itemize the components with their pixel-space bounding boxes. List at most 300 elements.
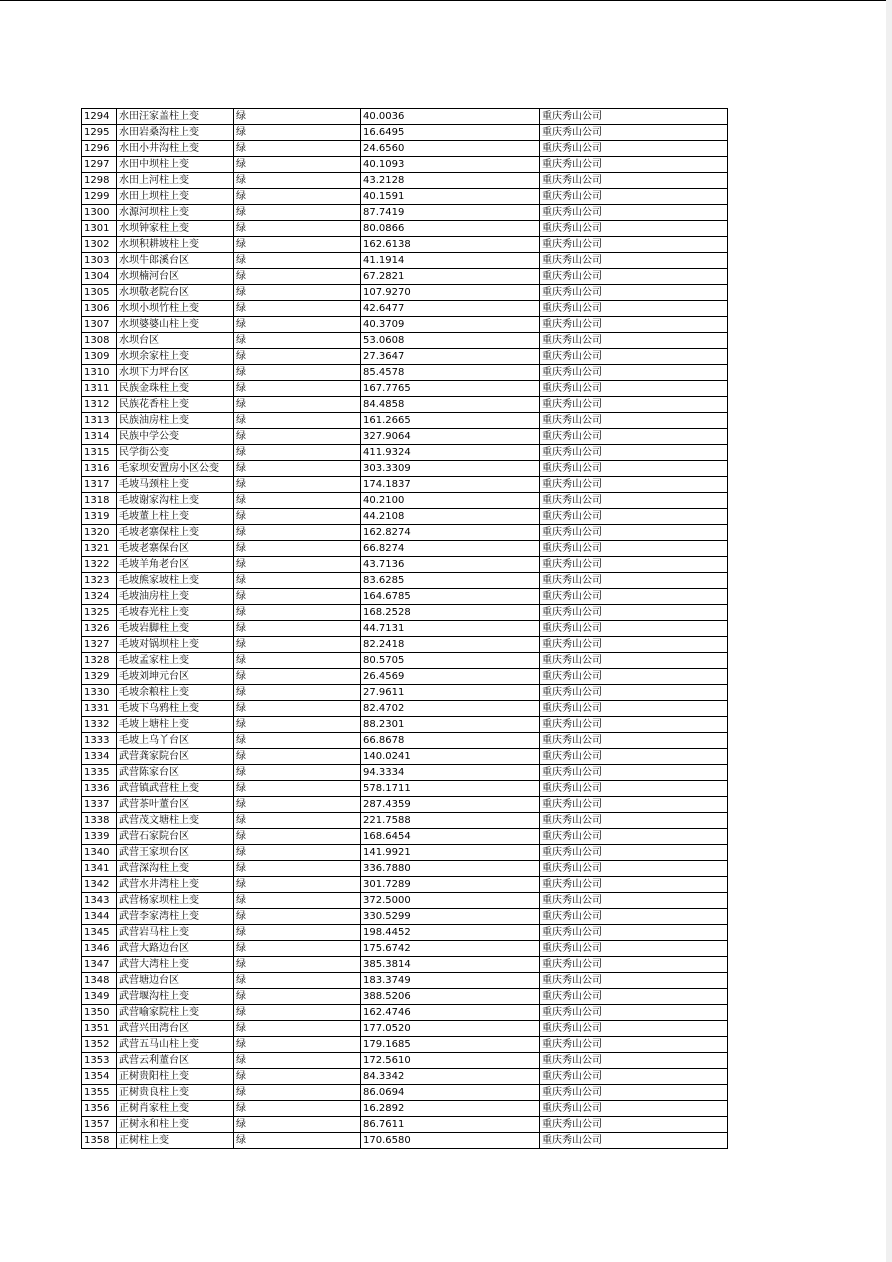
- cell-id: 1321: [82, 541, 117, 557]
- cell-company: 重庆秀山公司: [540, 669, 728, 685]
- cell-company: 重庆秀山公司: [540, 829, 728, 845]
- cell-status-color: 绿: [234, 141, 361, 157]
- cell-id: 1319: [82, 509, 117, 525]
- cell-id: 1351: [82, 1021, 117, 1037]
- cell-status-color: 绿: [234, 189, 361, 205]
- cell-status-color: 绿: [234, 541, 361, 557]
- cell-value: 164.6785: [361, 589, 540, 605]
- cell-value: 24.6560: [361, 141, 540, 157]
- cell-value: 40.0036: [361, 109, 540, 125]
- cell-id: 1314: [82, 429, 117, 445]
- cell-status-color: 绿: [234, 253, 361, 269]
- cell-value: 578.1711: [361, 781, 540, 797]
- cell-status-color: 绿: [234, 157, 361, 173]
- cell-company: 重庆秀山公司: [540, 653, 728, 669]
- cell-station-name: 毛坡刘坤元台区: [117, 669, 234, 685]
- cell-value: 43.7136: [361, 557, 540, 573]
- cell-id: 1358: [82, 1133, 117, 1149]
- cell-id: 1331: [82, 701, 117, 717]
- cell-station-name: 武营大湾柱上变: [117, 957, 234, 973]
- cell-station-name: 毛坡上塘柱上变: [117, 717, 234, 733]
- cell-value: 44.2108: [361, 509, 540, 525]
- cell-status-color: 绿: [234, 125, 361, 141]
- cell-company: 重庆秀山公司: [540, 509, 728, 525]
- cell-company: 重庆秀山公司: [540, 861, 728, 877]
- table-row: [82, 461, 728, 477]
- cell-station-name: 武营大路边台区: [117, 941, 234, 957]
- cell-station-name: 毛坡羊角老台区: [117, 557, 234, 573]
- cell-status-color: 绿: [234, 557, 361, 573]
- cell-status-color: 绿: [234, 525, 361, 541]
- cell-station-name: 武营陈家台区: [117, 765, 234, 781]
- table-row: [82, 717, 728, 733]
- table-row: [82, 733, 728, 749]
- cell-id: 1355: [82, 1085, 117, 1101]
- cell-value: 301.7289: [361, 877, 540, 893]
- cell-station-name: 武营塘边台区: [117, 973, 234, 989]
- cell-station-name: 毛坡董上柱上变: [117, 509, 234, 525]
- cell-id: 1315: [82, 445, 117, 461]
- cell-station-name: 正树贵阳柱上变: [117, 1069, 234, 1085]
- cell-company: 重庆秀山公司: [540, 285, 728, 301]
- cell-id: 1354: [82, 1069, 117, 1085]
- cell-company: 重庆秀山公司: [540, 797, 728, 813]
- cell-status-color: 绿: [234, 733, 361, 749]
- cell-company: 重庆秀山公司: [540, 989, 728, 1005]
- cell-station-name: 毛坡油房柱上变: [117, 589, 234, 605]
- table-row: [82, 269, 728, 285]
- cell-company: 重庆秀山公司: [540, 461, 728, 477]
- table-row: [82, 141, 728, 157]
- cell-company: 重庆秀山公司: [540, 477, 728, 493]
- table-row: [82, 893, 728, 909]
- table-row: [82, 221, 728, 237]
- cell-company: 重庆秀山公司: [540, 109, 728, 125]
- cell-status-color: 绿: [234, 1053, 361, 1069]
- cell-status-color: 绿: [234, 1117, 361, 1133]
- cell-station-name: 武营云利董台区: [117, 1053, 234, 1069]
- cell-company: 重庆秀山公司: [540, 781, 728, 797]
- cell-id: 1302: [82, 237, 117, 253]
- cell-id: 1312: [82, 397, 117, 413]
- cell-value: 43.2128: [361, 173, 540, 189]
- cell-id: 1317: [82, 477, 117, 493]
- cell-value: 44.7131: [361, 621, 540, 637]
- cell-company: 重庆秀山公司: [540, 189, 728, 205]
- cell-value: 41.1914: [361, 253, 540, 269]
- table-row: [82, 541, 728, 557]
- cell-station-name: 正树贵良柱上变: [117, 1085, 234, 1101]
- cell-station-name: 水田岩桑沟柱上变: [117, 125, 234, 141]
- cell-company: 重庆秀山公司: [540, 557, 728, 573]
- cell-company: 重庆秀山公司: [540, 141, 728, 157]
- cell-status-color: 绿: [234, 221, 361, 237]
- cell-value: 336.7880: [361, 861, 540, 877]
- cell-value: 388.5206: [361, 989, 540, 1005]
- table-row: [82, 493, 728, 509]
- cell-value: 82.4702: [361, 701, 540, 717]
- cell-value: 170.6580: [361, 1133, 540, 1149]
- cell-company: 重庆秀山公司: [540, 621, 728, 637]
- cell-id: 1301: [82, 221, 117, 237]
- cell-value: 82.2418: [361, 637, 540, 653]
- cell-company: 重庆秀山公司: [540, 221, 728, 237]
- cell-id: 1339: [82, 829, 117, 845]
- cell-company: 重庆秀山公司: [540, 973, 728, 989]
- table-row: [82, 573, 728, 589]
- cell-station-name: 武营茶叶董台区: [117, 797, 234, 813]
- cell-id: 1299: [82, 189, 117, 205]
- table-row: [82, 669, 728, 685]
- cell-status-color: 绿: [234, 829, 361, 845]
- cell-id: 1347: [82, 957, 117, 973]
- cell-value: 80.0866: [361, 221, 540, 237]
- cell-station-name: 毛坡下乌鸦柱上变: [117, 701, 234, 717]
- table-row: [82, 237, 728, 253]
- cell-company: 重庆秀山公司: [540, 1133, 728, 1149]
- cell-value: 80.5705: [361, 653, 540, 669]
- cell-id: 1323: [82, 573, 117, 589]
- cell-value: 84.4858: [361, 397, 540, 413]
- table-row: [82, 861, 728, 877]
- cell-company: 重庆秀山公司: [540, 333, 728, 349]
- cell-status-color: 绿: [234, 973, 361, 989]
- cell-company: 重庆秀山公司: [540, 237, 728, 253]
- cell-station-name: 毛坡老寨保柱上变: [117, 525, 234, 541]
- cell-company: 重庆秀山公司: [540, 493, 728, 509]
- cell-status-color: 绿: [234, 237, 361, 253]
- cell-status-color: 绿: [234, 957, 361, 973]
- cell-id: 1356: [82, 1101, 117, 1117]
- cell-station-name: 水田中坝柱上变: [117, 157, 234, 173]
- cell-value: 174.1837: [361, 477, 540, 493]
- cell-station-name: 武营堰沟柱上变: [117, 989, 234, 1005]
- cell-company: 重庆秀山公司: [540, 125, 728, 141]
- cell-value: 40.3709: [361, 317, 540, 333]
- cell-station-name: 民族中学公变: [117, 429, 234, 445]
- table-row: [82, 1133, 728, 1149]
- cell-id: 1345: [82, 925, 117, 941]
- table-row: [82, 1085, 728, 1101]
- cell-station-name: 毛坡老寨保台区: [117, 541, 234, 557]
- cell-value: 42.6477: [361, 301, 540, 317]
- table-row: [82, 1069, 728, 1085]
- cell-id: 1343: [82, 893, 117, 909]
- cell-station-name: 武营喻家院柱上变: [117, 1005, 234, 1021]
- cell-value: 183.3749: [361, 973, 540, 989]
- cell-id: 1318: [82, 493, 117, 509]
- table-row: [82, 413, 728, 429]
- cell-station-name: 武营王家坝台区: [117, 845, 234, 861]
- cell-status-color: 绿: [234, 909, 361, 925]
- cell-value: 16.2892: [361, 1101, 540, 1117]
- cell-value: 83.6285: [361, 573, 540, 589]
- cell-station-name: 水坝敬老院台区: [117, 285, 234, 301]
- cell-status-color: 绿: [234, 925, 361, 941]
- cell-company: 重庆秀山公司: [540, 877, 728, 893]
- cell-id: 1300: [82, 205, 117, 221]
- table-row: [82, 381, 728, 397]
- cell-id: 1348: [82, 973, 117, 989]
- cell-id: 1335: [82, 765, 117, 781]
- cell-status-color: 绿: [234, 589, 361, 605]
- cell-status-color: 绿: [234, 1021, 361, 1037]
- cell-id: 1327: [82, 637, 117, 653]
- cell-status-color: 绿: [234, 893, 361, 909]
- cell-value: 86.0694: [361, 1085, 540, 1101]
- cell-station-name: 武营龚家院台区: [117, 749, 234, 765]
- cell-company: 重庆秀山公司: [540, 717, 728, 733]
- table-row: [82, 1037, 728, 1053]
- cell-company: 重庆秀山公司: [540, 685, 728, 701]
- cell-value: 161.2665: [361, 413, 540, 429]
- cell-status-color: 绿: [234, 1037, 361, 1053]
- cell-company: 重庆秀山公司: [540, 845, 728, 861]
- cell-company: 重庆秀山公司: [540, 957, 728, 973]
- cell-status-color: 绿: [234, 781, 361, 797]
- cell-station-name: 水田上坝柱上变: [117, 189, 234, 205]
- cell-station-name: 水坝台区: [117, 333, 234, 349]
- cell-id: 1353: [82, 1053, 117, 1069]
- cell-status-color: 绿: [234, 397, 361, 413]
- cell-station-name: 水田汪家盖柱上变: [117, 109, 234, 125]
- table-row: [82, 1005, 728, 1021]
- cell-status-color: 绿: [234, 653, 361, 669]
- table-row: [82, 525, 728, 541]
- table-row: [82, 173, 728, 189]
- cell-company: 重庆秀山公司: [540, 925, 728, 941]
- cell-station-name: 武营石家院台区: [117, 829, 234, 845]
- table-row: [82, 365, 728, 381]
- cell-value: 84.3342: [361, 1069, 540, 1085]
- cell-id: 1294: [82, 109, 117, 125]
- cell-station-name: 武营杨家坝柱上变: [117, 893, 234, 909]
- table-row: [82, 1053, 728, 1069]
- table-row: [82, 989, 728, 1005]
- table-row: [82, 349, 728, 365]
- cell-station-name: 武营岩马柱上变: [117, 925, 234, 941]
- cell-status-color: 绿: [234, 877, 361, 893]
- cell-id: 1308: [82, 333, 117, 349]
- cell-company: 重庆秀山公司: [540, 429, 728, 445]
- cell-company: 重庆秀山公司: [540, 445, 728, 461]
- cell-station-name: 水坝牛郎溪台区: [117, 253, 234, 269]
- table-row: [82, 429, 728, 445]
- cell-id: 1350: [82, 1005, 117, 1021]
- cell-station-name: 水坝余家柱上变: [117, 349, 234, 365]
- cell-status-color: 绿: [234, 621, 361, 637]
- cell-station-name: 毛坡熊家坡柱上变: [117, 573, 234, 589]
- cell-company: 重庆秀山公司: [540, 749, 728, 765]
- cell-company: 重庆秀山公司: [540, 301, 728, 317]
- table-row: [82, 397, 728, 413]
- cell-company: 重庆秀山公司: [540, 1005, 728, 1021]
- cell-company: 重庆秀山公司: [540, 365, 728, 381]
- cell-status-color: 绿: [234, 285, 361, 301]
- cell-id: 1330: [82, 685, 117, 701]
- cell-status-color: 绿: [234, 333, 361, 349]
- cell-station-name: 正树柱上变: [117, 1133, 234, 1149]
- cell-id: 1357: [82, 1117, 117, 1133]
- cell-value: 27.3647: [361, 349, 540, 365]
- cell-station-name: 毛坡上乌丫台区: [117, 733, 234, 749]
- cell-station-name: 水坝婆婆山柱上变: [117, 317, 234, 333]
- table-row: [82, 285, 728, 301]
- cell-company: 重庆秀山公司: [540, 1021, 728, 1037]
- cell-company: 重庆秀山公司: [540, 893, 728, 909]
- table-row: [82, 477, 728, 493]
- cell-id: 1334: [82, 749, 117, 765]
- table-row: [82, 253, 728, 269]
- table-row: [82, 445, 728, 461]
- cell-status-color: 绿: [234, 381, 361, 397]
- table-row: [82, 589, 728, 605]
- table-row: [82, 957, 728, 973]
- cell-id: 1310: [82, 365, 117, 381]
- cell-status-color: 绿: [234, 477, 361, 493]
- table-row: [82, 765, 728, 781]
- table-row: [82, 845, 728, 861]
- table-row: [82, 333, 728, 349]
- cell-company: 重庆秀山公司: [540, 1037, 728, 1053]
- cell-status-color: 绿: [234, 109, 361, 125]
- cell-company: 重庆秀山公司: [540, 941, 728, 957]
- cell-status-color: 绿: [234, 701, 361, 717]
- page-top-rule: [0, 0, 892, 1]
- cell-station-name: 毛坡对锅坝柱上变: [117, 637, 234, 653]
- cell-value: 167.7765: [361, 381, 540, 397]
- cell-value: 221.7588: [361, 813, 540, 829]
- cell-company: 重庆秀山公司: [540, 413, 728, 429]
- table-row: [82, 301, 728, 317]
- cell-value: 94.3334: [361, 765, 540, 781]
- cell-station-name: 水源河坝柱上变: [117, 205, 234, 221]
- cell-status-color: 绿: [234, 461, 361, 477]
- cell-value: 330.5299: [361, 909, 540, 925]
- cell-status-color: 绿: [234, 365, 361, 381]
- table-row: [82, 877, 728, 893]
- cell-status-color: 绿: [234, 301, 361, 317]
- table-row: [82, 205, 728, 221]
- cell-id: 1320: [82, 525, 117, 541]
- cell-id: 1352: [82, 1037, 117, 1053]
- table-row: [82, 813, 728, 829]
- cell-status-color: 绿: [234, 861, 361, 877]
- cell-id: 1325: [82, 605, 117, 621]
- cell-company: 重庆秀山公司: [540, 253, 728, 269]
- cell-status-color: 绿: [234, 445, 361, 461]
- cell-status-color: 绿: [234, 749, 361, 765]
- cell-value: 303.3309: [361, 461, 540, 477]
- cell-id: 1344: [82, 909, 117, 925]
- cell-station-name: 民族金珠柱上变: [117, 381, 234, 397]
- cell-status-color: 绿: [234, 813, 361, 829]
- table-row: [82, 509, 728, 525]
- cell-company: 重庆秀山公司: [540, 541, 728, 557]
- cell-value: 40.1591: [361, 189, 540, 205]
- cell-id: 1303: [82, 253, 117, 269]
- cell-value: 26.4569: [361, 669, 540, 685]
- cell-id: 1316: [82, 461, 117, 477]
- table-row: [82, 621, 728, 637]
- table-row: [82, 829, 728, 845]
- cell-value: 140.0241: [361, 749, 540, 765]
- cell-status-color: 绿: [234, 717, 361, 733]
- cell-id: 1307: [82, 317, 117, 333]
- cell-value: 168.2528: [361, 605, 540, 621]
- page-right-edge: [886, 0, 892, 1262]
- cell-station-name: 水田上河柱上变: [117, 173, 234, 189]
- cell-station-name: 毛坡孟家柱上变: [117, 653, 234, 669]
- table-row: [82, 797, 728, 813]
- cell-value: 162.6138: [361, 237, 540, 253]
- cell-station-name: 武营五马山柱上变: [117, 1037, 234, 1053]
- cell-value: 385.3814: [361, 957, 540, 973]
- data-table: [81, 108, 728, 1149]
- table-row: [82, 909, 728, 925]
- cell-status-color: 绿: [234, 317, 361, 333]
- cell-company: 重庆秀山公司: [540, 1085, 728, 1101]
- cell-id: 1296: [82, 141, 117, 157]
- cell-company: 重庆秀山公司: [540, 1069, 728, 1085]
- table-row: [82, 1101, 728, 1117]
- cell-id: 1305: [82, 285, 117, 301]
- cell-company: 重庆秀山公司: [540, 637, 728, 653]
- cell-value: 16.6495: [361, 125, 540, 141]
- cell-status-color: 绿: [234, 605, 361, 621]
- cell-company: 重庆秀山公司: [540, 349, 728, 365]
- cell-company: 重庆秀山公司: [540, 733, 728, 749]
- cell-value: 107.9270: [361, 285, 540, 301]
- cell-status-color: 绿: [234, 349, 361, 365]
- cell-id: 1306: [82, 301, 117, 317]
- cell-status-color: 绿: [234, 669, 361, 685]
- cell-station-name: 武营水井湾柱上变: [117, 877, 234, 893]
- cell-value: 162.4746: [361, 1005, 540, 1021]
- cell-status-color: 绿: [234, 269, 361, 285]
- cell-id: 1337: [82, 797, 117, 813]
- cell-id: 1295: [82, 125, 117, 141]
- cell-value: 287.4359: [361, 797, 540, 813]
- cell-station-name: 民族油房柱上变: [117, 413, 234, 429]
- cell-station-name: 正树永和柱上变: [117, 1117, 234, 1133]
- cell-id: 1326: [82, 621, 117, 637]
- cell-value: 411.9324: [361, 445, 540, 461]
- cell-id: 1313: [82, 413, 117, 429]
- cell-id: 1304: [82, 269, 117, 285]
- cell-station-name: 民族花香柱上变: [117, 397, 234, 413]
- cell-value: 40.2100: [361, 493, 540, 509]
- cell-company: 重庆秀山公司: [540, 397, 728, 413]
- cell-id: 1349: [82, 989, 117, 1005]
- cell-id: 1324: [82, 589, 117, 605]
- cell-company: 重庆秀山公司: [540, 701, 728, 717]
- cell-station-name: 水坝钟家柱上变: [117, 221, 234, 237]
- cell-station-name: 武营李家湾柱上变: [117, 909, 234, 925]
- table-row: [82, 125, 728, 141]
- cell-station-name: 武营兴田湾台区: [117, 1021, 234, 1037]
- cell-value: 27.9611: [361, 685, 540, 701]
- cell-status-color: 绿: [234, 173, 361, 189]
- table-row: [82, 109, 728, 125]
- cell-id: 1346: [82, 941, 117, 957]
- cell-status-color: 绿: [234, 1005, 361, 1021]
- table-row: [82, 701, 728, 717]
- cell-value: 86.7611: [361, 1117, 540, 1133]
- cell-station-name: 水坝小坝竹柱上变: [117, 301, 234, 317]
- cell-company: 重庆秀山公司: [540, 173, 728, 189]
- cell-station-name: 毛坡余粮柱上变: [117, 685, 234, 701]
